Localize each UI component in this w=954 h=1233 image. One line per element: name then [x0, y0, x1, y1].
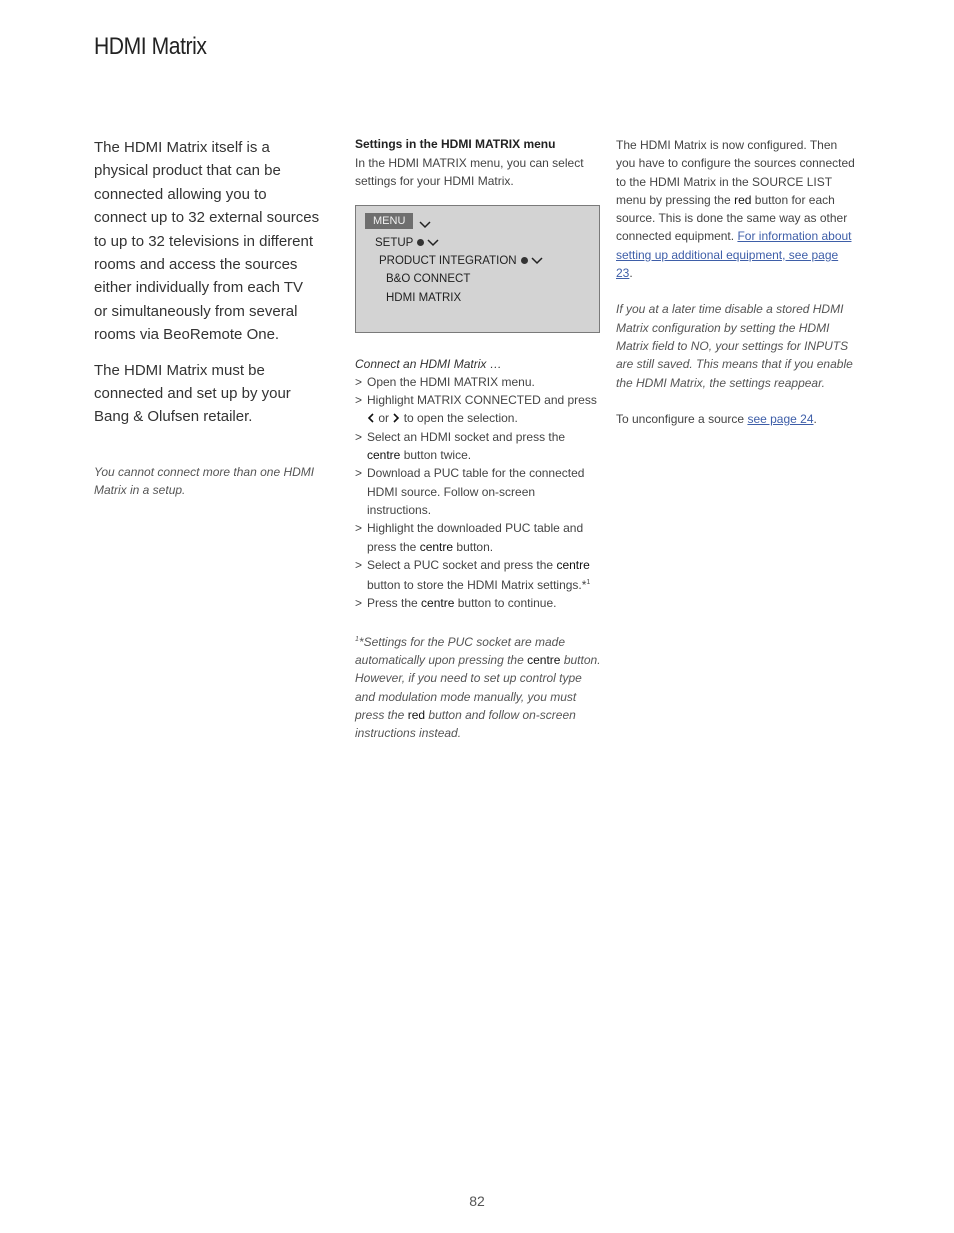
steps-list [355, 373, 601, 613]
footnote-text: button and follow on-screen instructions instead. [355, 707, 576, 741]
bullet-icon [417, 239, 424, 246]
key-label: centre [421, 596, 455, 611]
menu-item-hdmi-matrix-label: HDMI MATRIX [386, 291, 462, 304]
page-number: 82 [469, 1193, 485, 1209]
step-text: Open the HDMI MATRIX menu. [367, 374, 535, 389]
body-text: To unconfigure a source [616, 411, 745, 426]
step-text: button twice. [403, 448, 472, 463]
arrow-right-icon [392, 413, 400, 423]
step-text: button to store the HDMI Matrix settings.* [367, 578, 587, 593]
step-text: button to continue. [457, 596, 557, 611]
chevron-down-icon [531, 256, 543, 266]
section-heading: Settings in the HDMI MATRIX menu [355, 137, 556, 151]
menu-tag: MENU [365, 213, 413, 229]
list-item [355, 391, 601, 428]
step-text: Highlight MATRIX CONNECTED and press [367, 393, 597, 408]
disable-note: If you at a later time disable a stored HDMI Matrix configuration by setting the HDMI Matrix field to NO, your settings for INPUTS are still saved. This means that if you enable the HDMI Matrix, the settings reappear. [616, 302, 853, 390]
bullet-icon [521, 257, 528, 264]
key-label: centre [367, 448, 401, 463]
body-text: . [813, 411, 817, 426]
footnote-marker: 1 [586, 579, 591, 587]
step-text: Download a PUC table for the connected HDMI source. Follow on-screen instructions. [367, 466, 585, 517]
chevron-down-icon [427, 238, 439, 248]
middle-column [355, 136, 601, 743]
footnote-text: *Settings for the PUC socket are made automatically upon pressing the [355, 634, 566, 668]
menu-diagram [355, 205, 600, 333]
intro-paragraph [92, 136, 320, 347]
configured-paragraph [616, 136, 856, 282]
footnote-marker: 1 [355, 635, 359, 643]
step-text: Select a PUC socket and press the [367, 557, 554, 572]
list-item [355, 519, 601, 556]
unconfigure-paragraph [616, 410, 856, 428]
list-item [355, 464, 601, 519]
connect-heading: Connect an HDMI Matrix … [355, 356, 502, 371]
body-text: The HDMI Matrix is now configured. Then you have to configure the sources connected to the HDMI Matrix in the SOURCE LIST menu by pressing the [616, 138, 855, 207]
chevron-down-icon [419, 220, 431, 230]
list-item [355, 373, 601, 391]
left-column [92, 136, 320, 499]
step-text: to open the selection. [403, 411, 518, 426]
step-text: or [378, 411, 390, 426]
step-text: button. [456, 539, 494, 554]
retailer-paragraph [92, 359, 320, 429]
key-label: red [734, 192, 752, 207]
list-item [355, 556, 601, 595]
setup-note: You cannot connect more than one HDMI Matrix in a setup. [94, 464, 315, 498]
list-item [355, 428, 601, 465]
key-label: centre [527, 653, 561, 668]
step-text: Highlight the downloaded PUC table and press the [367, 521, 584, 554]
retailer-text: The HDMI Matrix must be connected and set up by your Bang & Olufsen retailer. [94, 361, 291, 426]
arrow-left-icon [367, 413, 375, 423]
key-label: centre [556, 557, 590, 572]
key-label: red [407, 707, 426, 722]
menu-item-bo-connect-label: B&O CONNECT [386, 272, 471, 285]
footnote-text: button. However, if you need to set up control type and modulation mode manually, you must press the [355, 653, 601, 722]
menu-item-product-integration-label: PRODUCT INTEGRATION [379, 254, 517, 267]
menu-item-bo-connect [386, 271, 470, 287]
right-column [616, 136, 856, 428]
see-page-24-link[interactable]: see page 24 [747, 411, 814, 426]
see-page-23-link[interactable]: For information about setting up additional equipment, see page 23 [616, 229, 852, 281]
step-text: Press the [367, 596, 418, 611]
intro-text: The HDMI Matrix itself is a physical product that can be connected allowing you to connect up to 32 external sources to up to 32 televisions in different rooms and access the sources either individually from each TV or simultaneously from several rooms via BeoRemote One. [94, 139, 320, 344]
body-text: . [629, 266, 633, 281]
menu-item-setup [375, 235, 439, 251]
menu-item-hdmi-matrix [386, 290, 461, 306]
footnote [355, 631, 601, 743]
menu-item-product-integration [379, 253, 543, 269]
section-intro: In the HDMI MATRIX menu, you can select settings for your HDMI Matrix. [355, 156, 584, 189]
menu-item-setup-label: SETUP [375, 236, 414, 249]
step-text: Select an HDMI socket and press the [367, 429, 566, 444]
list-item [355, 594, 601, 612]
page-title: HDMI Matrix [94, 33, 207, 60]
key-label: centre [419, 539, 454, 554]
body-text: button for each source. This is done the same way as other connected equipment. [616, 192, 848, 244]
